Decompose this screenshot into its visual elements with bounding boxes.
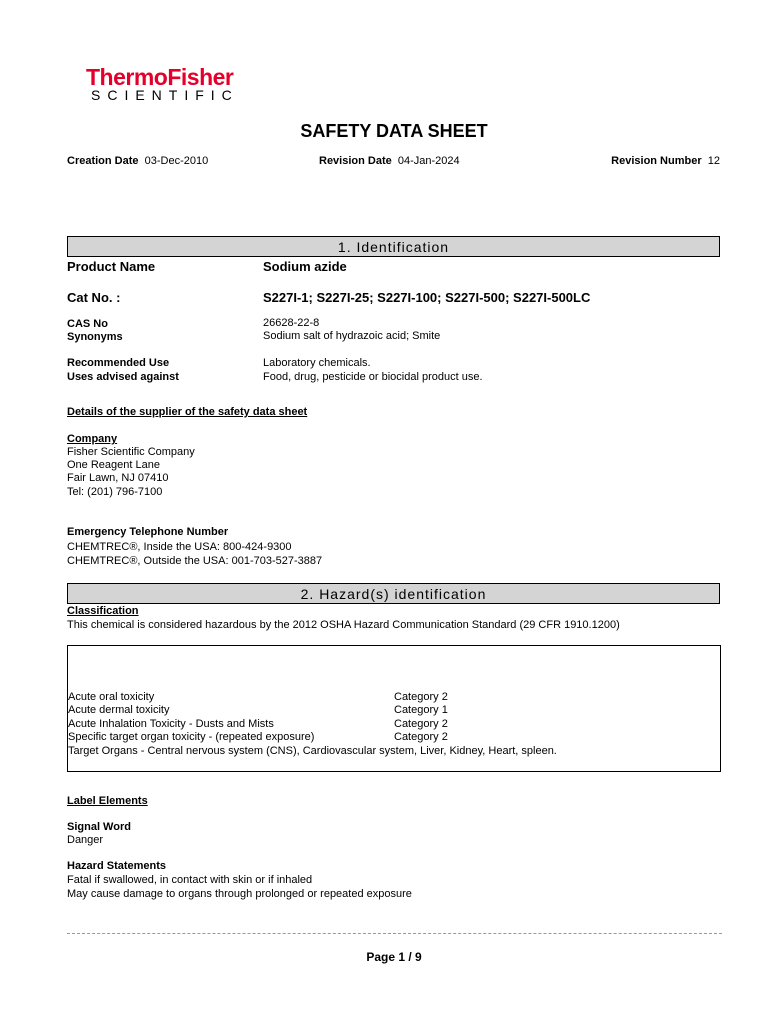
uses-advised-against-label: Uses advised against: [67, 371, 179, 383]
company-line: Fair Lawn, NJ 07410: [67, 472, 169, 484]
classification-text: This chemical is considered hazardous by the 2012 OSHA Hazard Communication Standard (29 CFR 1910.1200): [67, 619, 620, 631]
document-title: SAFETY DATA SHEET: [300, 121, 488, 141]
page-number: Page 1 / 9: [366, 950, 422, 964]
emergency-heading: Emergency Telephone Number: [67, 526, 229, 538]
classification-heading: Classification: [67, 605, 139, 617]
cat-no-label: Cat No. :: [67, 290, 121, 305]
footer-divider: [67, 933, 722, 934]
product-name-label: Product Name: [67, 259, 156, 274]
company-phone: Tel: (201) 796-7100: [67, 486, 163, 498]
company-line: One Reagent Lane: [67, 459, 160, 471]
creation-date-value: 03-Dec-2010: [144, 155, 209, 167]
signal-word-value: Danger: [67, 834, 104, 846]
company-heading: Company: [67, 433, 118, 445]
revision-date-label: Revision Date: [319, 155, 392, 167]
synonyms-label: Synonyms: [67, 331, 123, 343]
product-name-value: Sodium azide: [263, 259, 347, 274]
emergency-line: CHEMTREC®, Outside the USA: 001-703-527-3887: [67, 555, 323, 567]
revision-number: [611, 155, 720, 167]
cat-no-value: S227I-1; S227I-25; S227I-100; S227I-500; S227I-500LC: [263, 290, 591, 305]
cas-label: CAS No: [67, 318, 108, 330]
signal-word-label: Signal Word: [67, 821, 131, 833]
revision-date-value: 04-Jan-2024: [397, 155, 460, 167]
supplier-heading: Details of the supplier of the safety data sheet: [67, 406, 308, 418]
hazard-name: Acute oral toxicity: [68, 691, 155, 703]
hazard-category: Category 1: [394, 704, 448, 716]
revision-number-label: Revision Number: [611, 155, 702, 167]
hazard-statement: Fatal if swallowed, in contact with skin or if inhaled: [67, 874, 313, 886]
hazard-name: Specific target organ toxicity - (repeated exposure): [68, 731, 315, 743]
section-2-heading: 2. Hazard(s) identification: [67, 583, 720, 604]
creation-date-label: Creation Date: [67, 155, 139, 167]
emergency-line: CHEMTREC®, Inside the USA: 800-424-9300: [67, 541, 292, 553]
target-organs: Target Organs - Central nervous system (CNS), Cardiovascular system, Liver, Kidney, Heart, spleen.: [68, 745, 557, 757]
hazard-name: Acute dermal toxicity: [68, 704, 170, 716]
logo-subtitle: SCIENTIFIC: [91, 87, 239, 103]
synonyms-value: Sodium salt of hydrazoic acid; Smite: [263, 330, 441, 342]
hazard-name: Acute Inhalation Toxicity - Dusts and Mists: [68, 718, 274, 730]
company-line: Fisher Scientific Company: [67, 446, 195, 458]
section-1-heading: 1. Identification: [67, 236, 720, 257]
recommended-use-label: Recommended Use: [67, 357, 170, 369]
hazard-statement: May cause damage to organs through prolonged or repeated exposure: [67, 888, 412, 900]
revision-date: [319, 155, 460, 167]
creation-date: [67, 155, 208, 167]
hazard-statements-label: Hazard Statements: [67, 860, 167, 872]
hazard-category: Category 2: [394, 691, 448, 703]
label-elements-heading: Label Elements: [67, 795, 148, 807]
recommended-use-value: Laboratory chemicals.: [263, 357, 371, 369]
hazard-category: Category 2: [394, 718, 448, 730]
logo-wordmark: ThermoFisher: [86, 64, 234, 90]
uses-advised-against-value: Food, drug, pesticide or biocidal product use.: [263, 371, 483, 383]
cas-value: 26628-22-8: [263, 317, 320, 329]
hazard-category: Category 2: [394, 731, 448, 743]
revision-number-value: 12: [707, 155, 720, 167]
